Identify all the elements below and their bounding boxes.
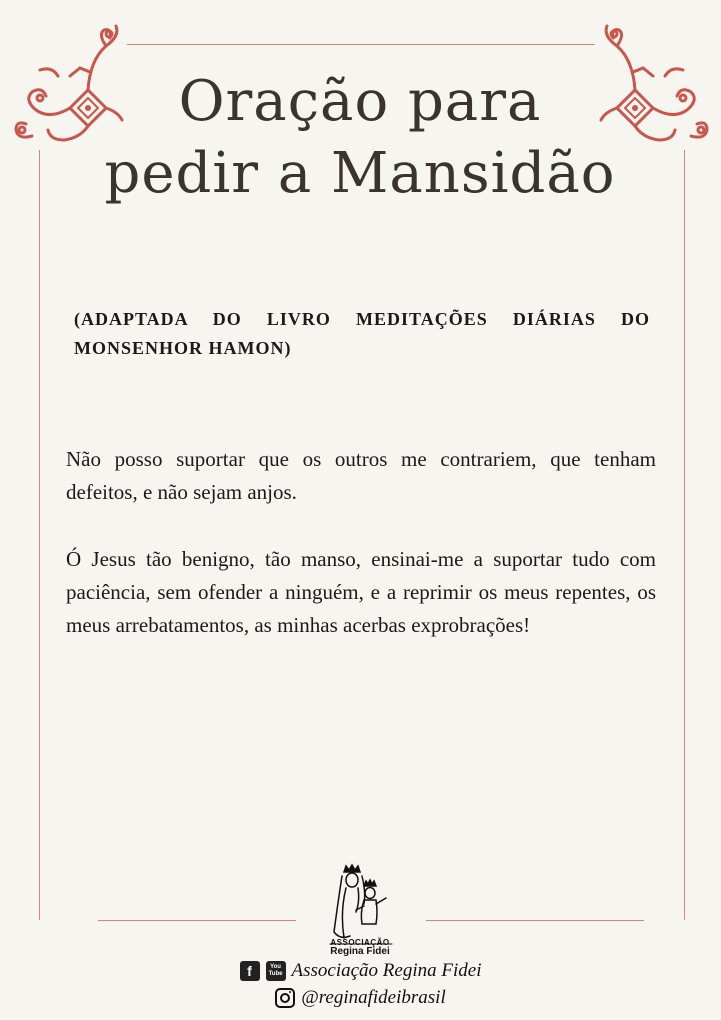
- page-title-line1: Oração para: [178, 69, 542, 134]
- social-row-instagram: [0, 987, 721, 1009]
- footer-line-left: [98, 920, 296, 921]
- youtube-icon-bottom: Tube: [268, 971, 283, 977]
- instagram-icon[interactable]: [275, 988, 295, 1008]
- logo-text-name: Regina Fidei: [330, 946, 390, 957]
- frame-right-line: [684, 150, 685, 920]
- subtitle: (ADAPTADA DO LIVRO MEDITAÇÕES DIÁRIAS DO MONSENHOR HAMON): [74, 309, 650, 358]
- facebook-icon[interactable]: f: [240, 961, 260, 981]
- logo-text-association: ASSOCIAÇÃO: [330, 938, 390, 947]
- youtube-icon-top: You: [270, 964, 281, 970]
- instagram-handle[interactable]: @reginafideibrasil: [301, 987, 446, 1008]
- page-title-line2: pedir a Mansidão: [104, 141, 616, 206]
- frame-top-line: [127, 44, 595, 45]
- frame-left-line: [39, 150, 40, 920]
- body-paragraph-2: Ó Jesus tão benigno, tão manso, ensinai-me a suportar tudo com paciência, sem ofender a ninguém, e a reprimir os meus repentes, os meus arrebatamentos, as minhas acerbas exprobrações!: [66, 547, 656, 637]
- footer-line-right: [426, 920, 644, 921]
- body-paragraph-1: Não posso suportar que os outros me contrariem, que tenham defeitos, e não sejam anjos.: [66, 447, 656, 504]
- social-row-organization: [0, 960, 721, 982]
- youtube-icon[interactable]: [266, 961, 286, 981]
- organization-name: Associação Regina Fidei: [291, 960, 482, 981]
